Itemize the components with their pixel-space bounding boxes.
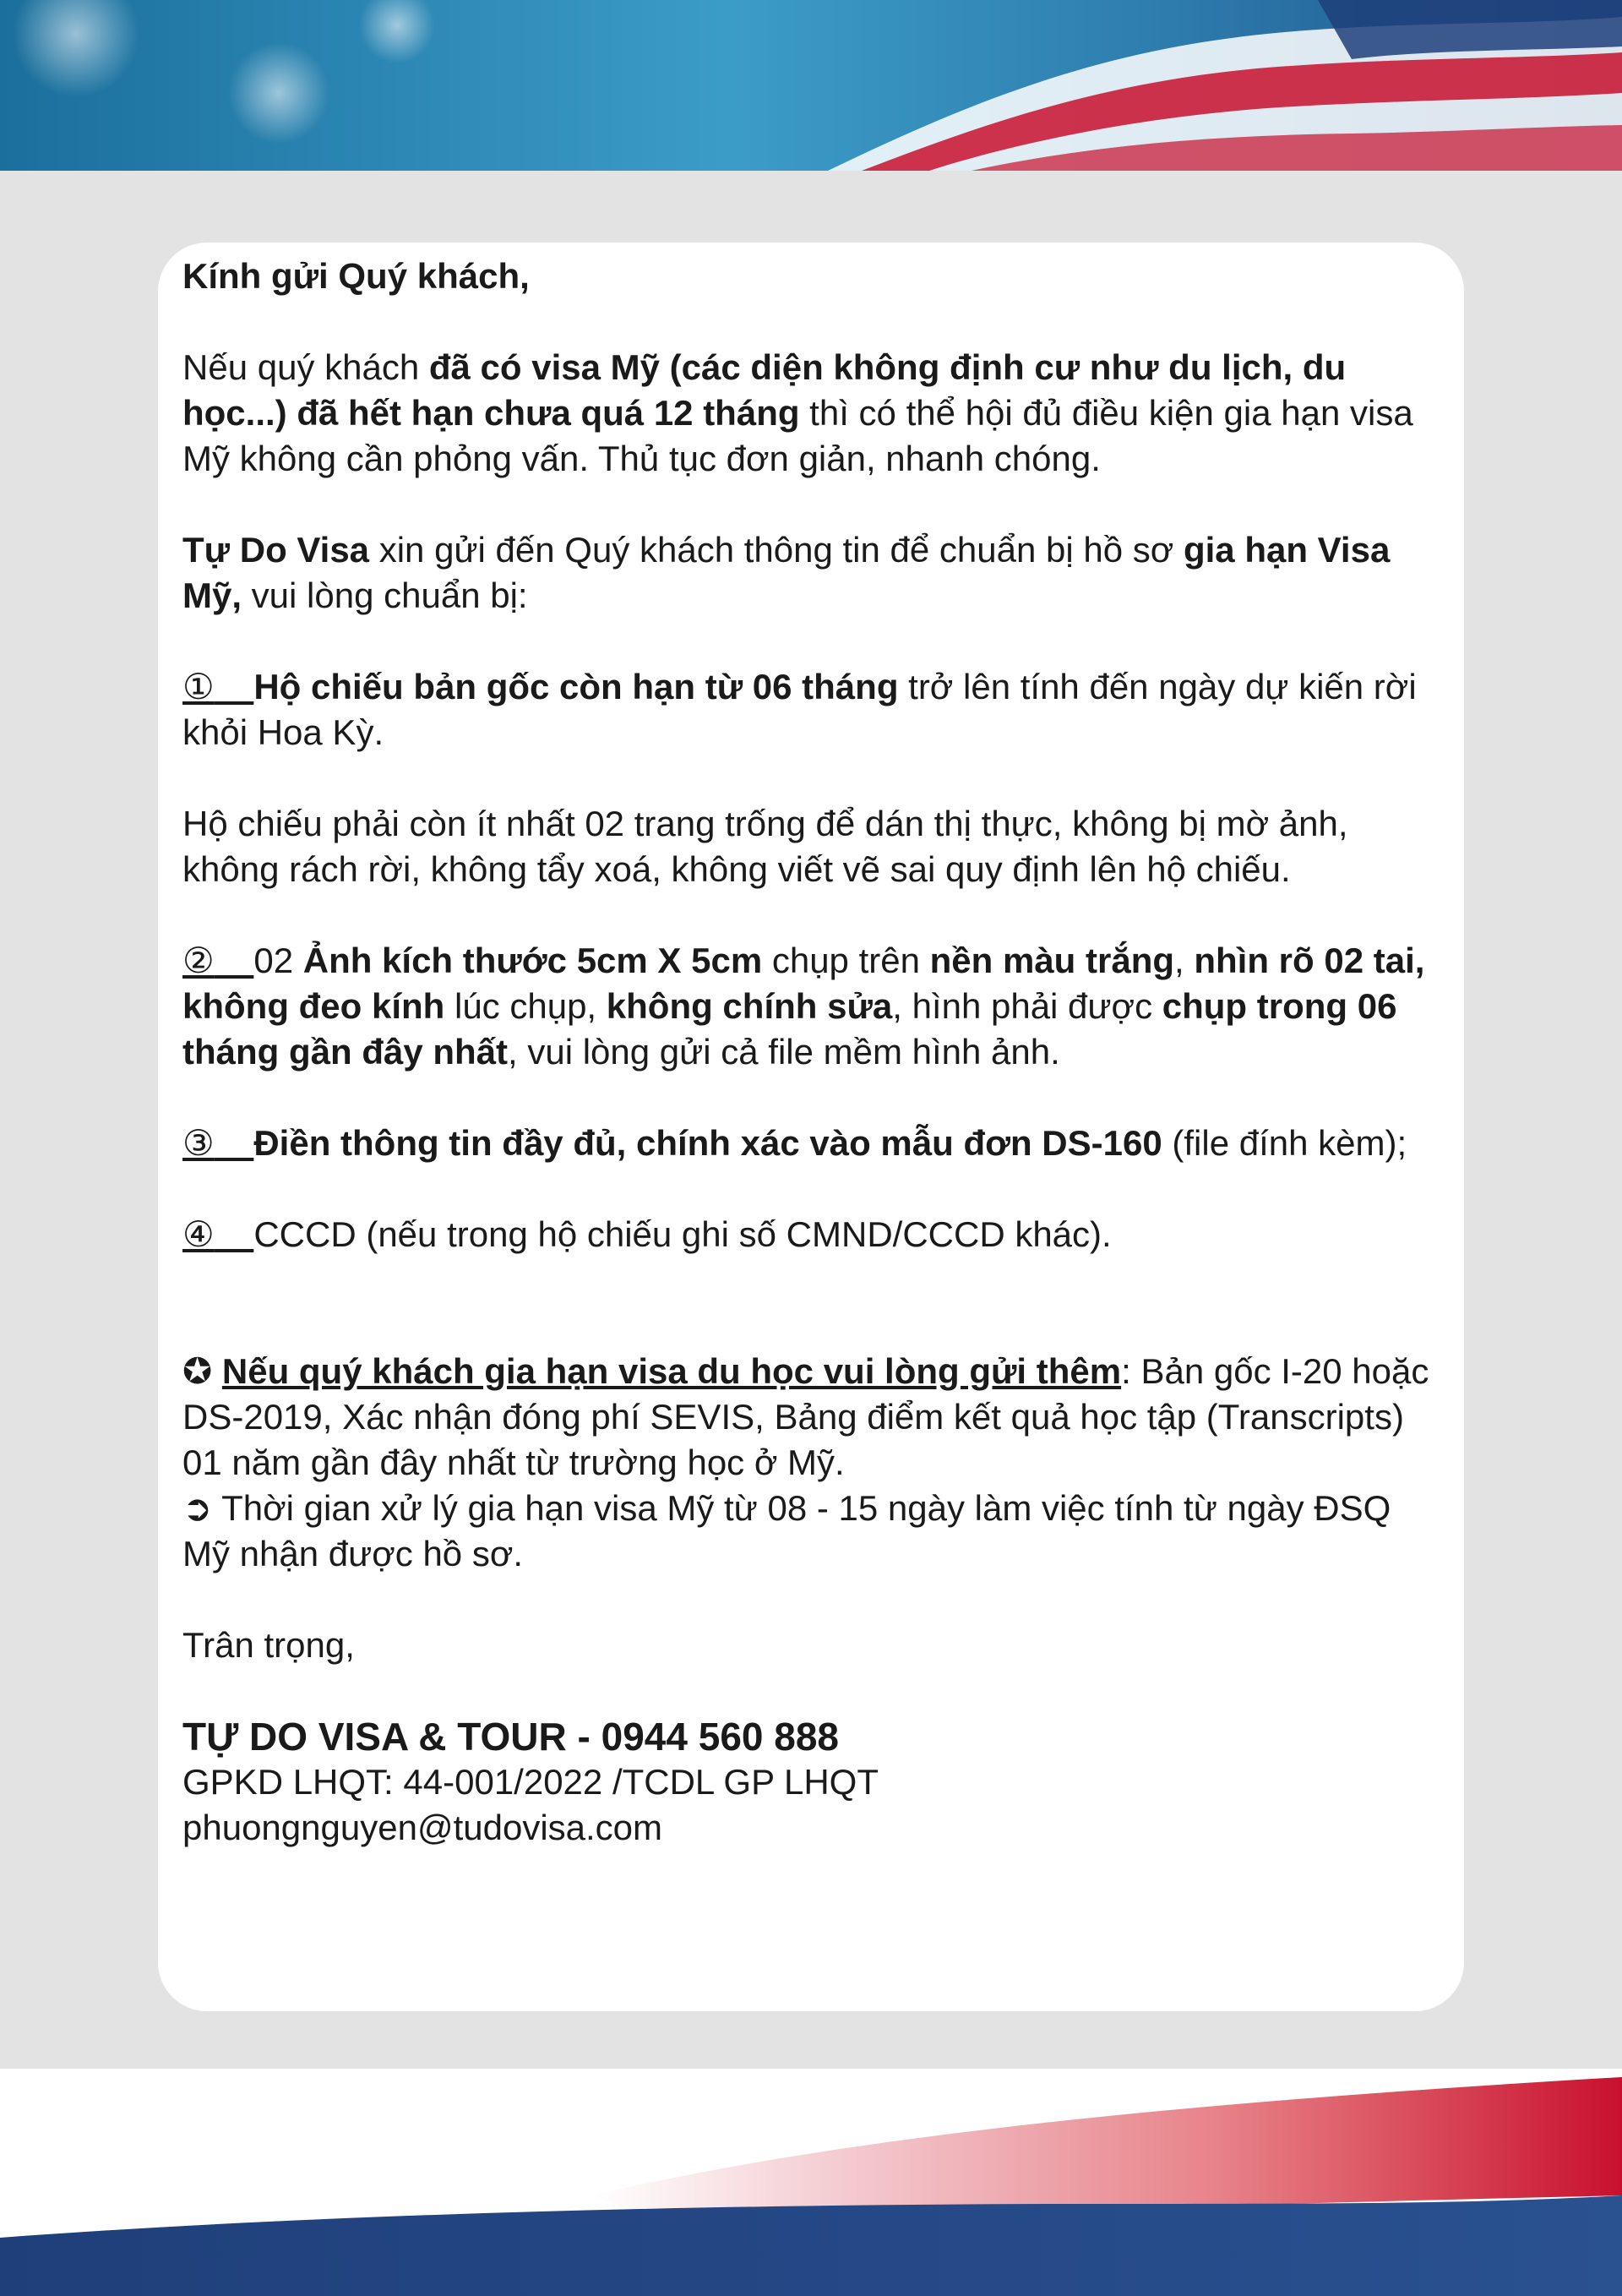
closing: Trân trọng, [182,1625,355,1665]
number-marker: ③ [182,1123,215,1163]
requirement-item-id-card: ④ CCCD (nếu trong hộ chiếu ghi số CMND/CCCD khác). [182,1214,1112,1254]
firework-icon [13,0,139,97]
firework-icon [359,0,435,63]
company-intro-paragraph: Tự Do Visa xin gửi đến Quý khách thông tin để chuẩn bị hồ sơ gia hạn Visa Mỹ, vui lòng chuẩn bị: [182,530,1391,615]
requirement-item-photo: ② 02 Ảnh kích thước 5cm X 5cm chụp trên nền màu trắng, nhìn rõ 02 tai, không đeo kính lúc chụp, không chính sửa, hình phải được chụp trong 06 tháng gần đây nhất, vui lòng gửi cả file mềm hình ảnh. [182,941,1425,1072]
signature-email[interactable]: phuongnguyen@tudovisa.com [182,1808,663,1847]
processing-time-note: ➲ Thời gian xử lý gia hạn visa Mỹ từ 08 - 15 ngày làm việc tính từ ngày ĐSQ Mỹ nhận được hồ sơ. [182,1488,1391,1573]
flag-wave-graphic [0,2069,1622,2296]
number-marker: ① [182,667,215,706]
flag-fireworks-graphic [0,0,1622,171]
spacer [182,1303,1440,1349]
arrow-icon: ➲ [182,1488,213,1528]
header-banner [0,0,1622,171]
firework-icon [228,42,329,144]
signature-license: GPKD LHQT: 44-001/2022 /TCDL GP LHQT [182,1762,879,1802]
requirement-item-passport: ① Hộ chiếu bản gốc còn hạn từ 06 tháng trở lên tính đến ngày dự kiến rời khỏi Hoa Kỳ. [182,667,1417,752]
number-marker: ④ [182,1214,215,1254]
letter-body [182,254,1440,1851]
signature-company: TỰ DO VISA & TOUR - 0944 560 888 [182,1715,840,1759]
student-visa-note: ✪ Nếu quý khách gia hạn visa du học vui lòng gửi thêm: Bản gốc I-20 hoặc DS-2019, Xác nhận đóng phí SEVIS, Bảng điểm kết quả học tập (Transcripts) 01 năm gần đây nhất từ trường học ở Mỹ. [182,1351,1429,1482]
number-marker: ② [182,941,215,980]
greeting: Kính gửi Quý khách, [182,256,530,296]
flag-stripe-navy [0,2195,1622,2296]
intro-paragraph: Nếu quý khách đã có visa Mỹ (các diện không định cư như du lịch, du học...) đã hết hạn chưa quá 12 tháng thì có thể hội đủ điều kiện gia hạn visa Mỹ không cần phỏng vấn. Thủ tục đơn giản, nhanh chóng. [182,347,1413,478]
requirement-item-ds160: ③ Điền thông tin đầy đủ, chính xác vào mẫu đơn DS-160 (file đính kèm); [182,1123,1407,1163]
star-icon: ✪ [182,1351,213,1391]
signature-block [182,1714,1440,1851]
footer-banner [0,2069,1622,2296]
passport-note: Hộ chiếu phải còn ít nhất 02 trang trống để dán thị thực, không bị mờ ảnh, không rách rời, không tẩy xoá, không viết vẽ sai quy định lên hộ chiếu. [182,804,1348,889]
